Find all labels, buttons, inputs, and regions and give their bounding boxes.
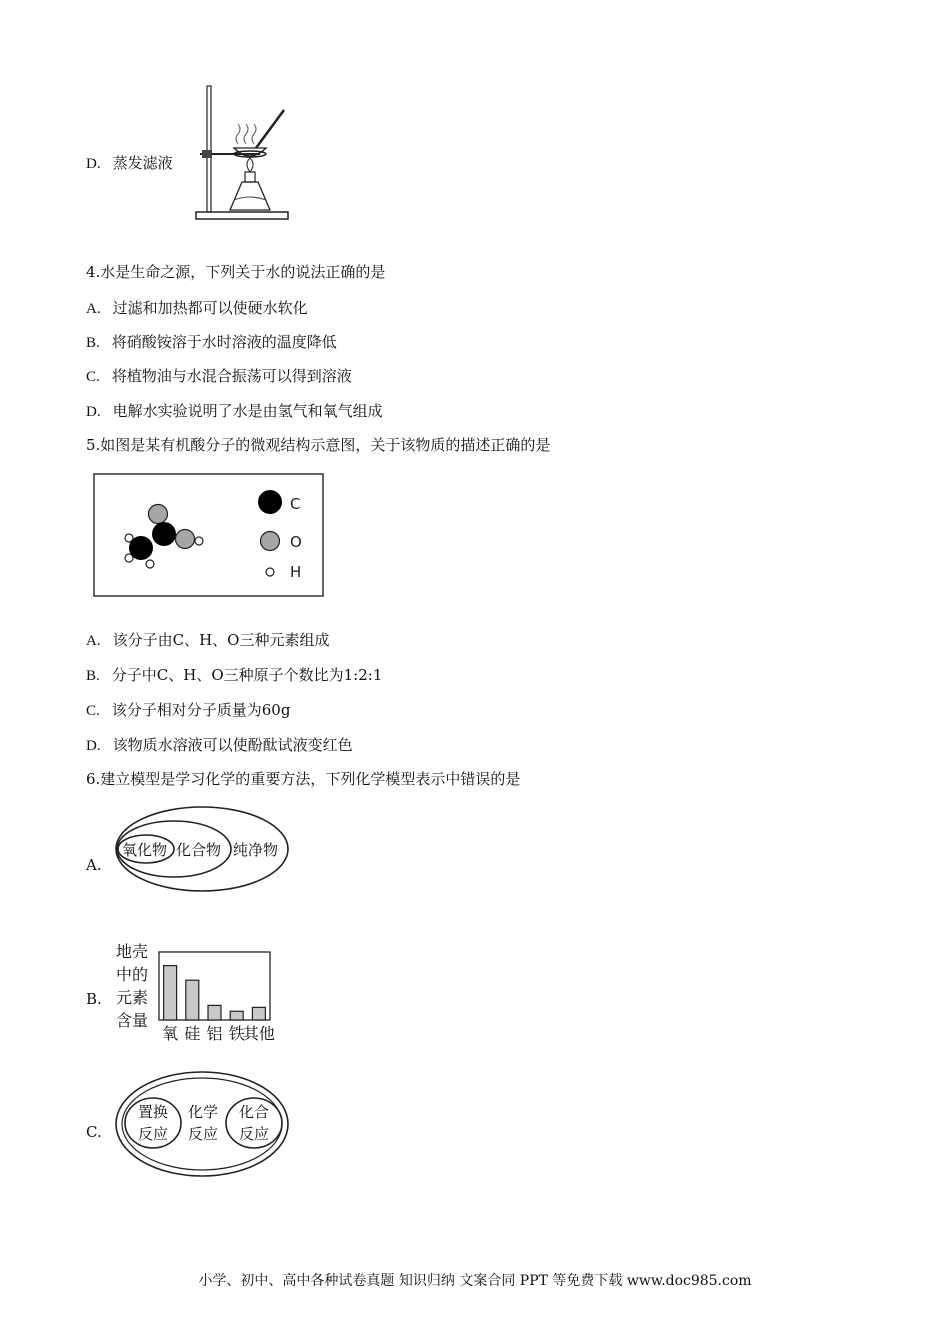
crust-elements-bar-chart	[112, 938, 282, 1048]
legend-h-label: H	[290, 563, 302, 581]
label-compound: 化合物	[176, 841, 222, 859]
label-combination-1: 化合	[239, 1103, 270, 1121]
legend-c-label: C	[290, 495, 301, 513]
legend-c-atom	[258, 490, 282, 514]
q6-b-letter: B.	[86, 990, 102, 1008]
evaporation-apparatus-figure	[190, 82, 300, 224]
c-atom	[152, 522, 176, 546]
q3-option-d	[86, 152, 173, 173]
c-atom	[129, 536, 153, 560]
h-atom	[195, 537, 203, 545]
q4-option-a: A. 过滤和加热都可以使硬水软化	[86, 299, 308, 317]
q4-option-d: D. 电解水实验说明了水是由氢气和氧气组成	[86, 402, 383, 420]
legend-o-label: O	[290, 533, 302, 551]
q4-option-c: C. 将植物油与水混合振荡可以得到溶液	[86, 367, 352, 385]
page-footer: 小学、初中、高中各种试卷真题 知识归纳 文案合同 PPT 等免费下载 www.doc985.com	[198, 1273, 752, 1289]
q5-option-b: B. 分子中C、H、O三种原子个数比为1:2:1	[86, 666, 383, 684]
y-axis-label-line: 含量	[116, 1011, 149, 1030]
q4-option-b: B. 将硝酸铵溶于水时溶液的温度降低	[86, 333, 337, 351]
label-displacement-2: 反应	[138, 1125, 169, 1143]
label-pure-substance: 纯净物	[233, 841, 279, 859]
option-text: 蒸发滤液	[112, 154, 173, 172]
label-oxide: 氧化物	[122, 841, 168, 859]
q5-option-d: D. 该物质水溶液可以使酚酞试液变红色	[86, 736, 353, 754]
q6-stem: 6.建立模型是学习化学的重要方法，下列化学模型表示中错误的是	[86, 770, 521, 788]
bar-2	[208, 1005, 221, 1020]
legend-o-atom	[261, 532, 280, 551]
x-tick-label: 铁	[228, 1024, 245, 1043]
o-atom	[149, 505, 168, 524]
bar-4	[252, 1007, 265, 1020]
y-axis-label-line: 地壳	[116, 942, 149, 961]
label-chemical-2: 反应	[188, 1125, 219, 1143]
reaction-types-ellipses	[112, 1068, 294, 1180]
x-tick-label: 硅	[184, 1024, 201, 1043]
label-combination-2: 反应	[239, 1125, 270, 1143]
x-tick-label: 其他	[242, 1024, 275, 1043]
y-axis-label-line: 元素	[116, 988, 149, 1007]
bar-3	[230, 1011, 243, 1020]
q6-c-letter: C.	[86, 1123, 102, 1141]
q6-a-letter: A.	[86, 856, 102, 874]
option-letter: D.	[86, 156, 101, 172]
y-axis-label-line: 中的	[116, 965, 149, 984]
q4-stem: 4.水是生命之源，下列关于水的说法正确的是	[86, 263, 386, 281]
q5-stem: 5.如图是某有机酸分子的微观结构示意图，关于该物质的描述正确的是	[86, 436, 551, 454]
h-atom	[146, 560, 154, 568]
q5-option-a: A. 该分子由C、H、O三种元素组成	[86, 631, 330, 649]
q5-option-c: C. 该分子相对分子质量为60g	[86, 701, 291, 719]
molecule-figure	[93, 473, 324, 597]
label-displacement-1: 置换	[138, 1103, 169, 1121]
legend-h-atom	[266, 568, 274, 576]
x-tick-label: 铝	[206, 1024, 223, 1043]
o-atom	[176, 530, 195, 549]
classification-nested-ellipses	[112, 805, 292, 897]
bar-0	[164, 966, 177, 1020]
bar-1	[186, 980, 199, 1020]
x-tick-label: 氧	[162, 1024, 179, 1043]
label-chemical-1: 化学	[188, 1103, 219, 1121]
